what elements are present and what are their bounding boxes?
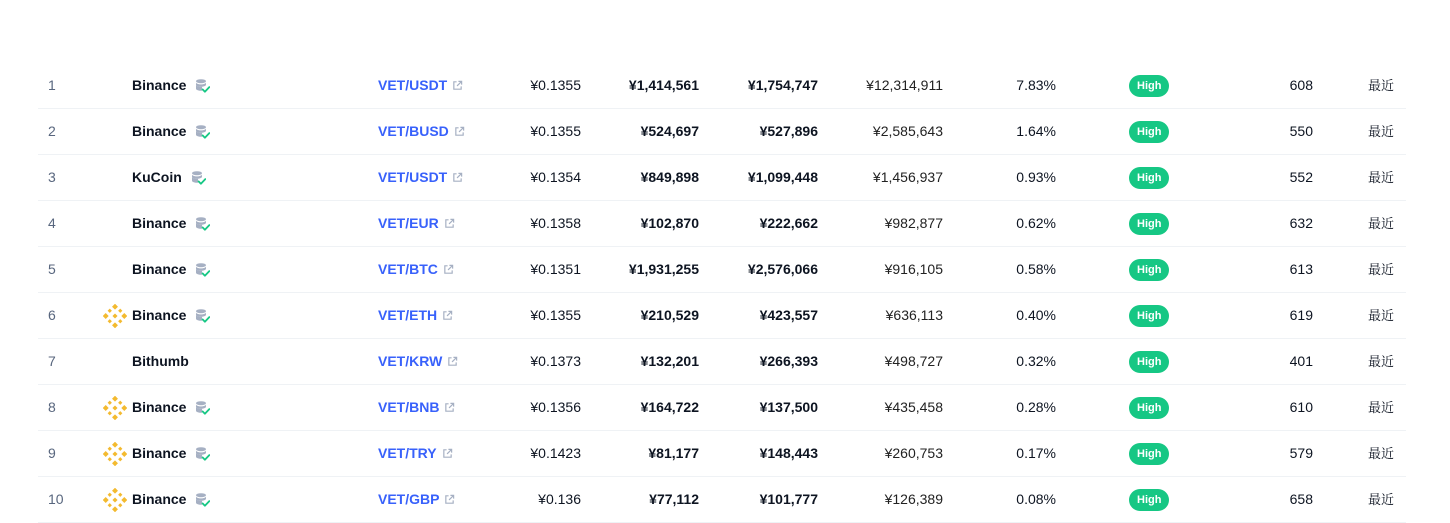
liquidity-score-cell: 610 (1289, 399, 1313, 415)
verified-reserves-icon[interactable] (190, 170, 206, 186)
confidence-cell (1129, 339, 1169, 384)
depth-minus-2-cell: ¥1,754,747 (747, 77, 818, 93)
exchange-name: Binance (132, 77, 187, 93)
pair-link[interactable] (378, 293, 453, 338)
updated-cell: 最近 (1368, 170, 1395, 185)
depth-plus-2-cell: ¥102,870 (640, 215, 699, 231)
liquidity-score-cell: 632 (1289, 215, 1313, 231)
table-row[interactable] (38, 293, 1406, 339)
rank-cell: 10 (48, 491, 64, 507)
pair-label: VET/TRY (378, 445, 437, 461)
confidence-cell (1129, 247, 1169, 292)
rank-cell: 1 (48, 77, 56, 93)
volume-share-cell: 0.32% (1016, 353, 1056, 369)
price-cell: ¥0.1355 (530, 77, 581, 93)
exchange-link[interactable] (132, 155, 206, 200)
table-row[interactable] (38, 155, 1406, 201)
price-cell: ¥0.1351 (530, 261, 581, 277)
exchange-logo-cell (102, 339, 128, 384)
exchange-logo-cell (102, 385, 128, 430)
confidence-cell (1129, 155, 1169, 200)
external-link-icon (442, 448, 453, 459)
price-cell: ¥0.1423 (530, 445, 581, 461)
liquidity-score-cell: 401 (1289, 353, 1313, 369)
updated-cell: 最近 (1368, 262, 1395, 277)
depth-minus-2-cell: ¥527,896 (759, 123, 818, 139)
exchange-logo-cell (102, 201, 128, 246)
rank-cell: 6 (48, 307, 56, 323)
confidence-cell (1129, 293, 1169, 338)
updated-cell: 最近 (1368, 354, 1395, 369)
verified-reserves-icon[interactable] (194, 78, 210, 94)
verified-reserves-icon[interactable] (194, 400, 210, 416)
confidence-badge[interactable]: High (1129, 213, 1169, 235)
exchange-link[interactable] (132, 247, 210, 292)
depth-minus-2-cell: ¥266,393 (759, 353, 818, 369)
confidence-badge[interactable]: High (1129, 259, 1169, 281)
liquidity-score-cell: 658 (1289, 491, 1313, 507)
updated-cell: 最近 (1368, 124, 1395, 139)
table-row[interactable] (38, 247, 1406, 293)
updated-cell: 最近 (1368, 446, 1395, 461)
verified-reserves-icon[interactable] (194, 262, 210, 278)
exchange-logo-cell (102, 431, 128, 476)
exchange-name: Binance (132, 215, 187, 231)
volume-24h-cell: ¥435,458 (884, 399, 943, 415)
pair-label: VET/KRW (378, 353, 443, 369)
confidence-badge[interactable]: High (1129, 75, 1169, 97)
price-cell: ¥0.1354 (530, 169, 581, 185)
exchange-link[interactable] (132, 385, 210, 430)
pair-label: VET/ETH (378, 307, 438, 323)
rank-cell: 3 (48, 169, 56, 185)
depth-minus-2-cell: ¥222,662 (759, 215, 818, 231)
exchange-link[interactable] (132, 431, 210, 476)
exchange-logo-cell (102, 109, 128, 154)
volume-24h-cell: ¥2,585,643 (872, 123, 943, 139)
volume-share-cell: 0.93% (1016, 169, 1056, 185)
exchange-logo-cell (102, 63, 128, 108)
exchange-name: Binance (132, 491, 187, 507)
depth-plus-2-cell: ¥77,112 (649, 491, 699, 507)
pair-label: VET/EUR (378, 215, 439, 231)
depth-plus-2-cell: ¥210,529 (640, 307, 699, 323)
liquidity-score-cell: 550 (1289, 123, 1313, 139)
volume-24h-cell: ¥126,389 (884, 491, 943, 507)
depth-minus-2-cell: ¥2,576,066 (747, 261, 818, 277)
depth-plus-2-cell: ¥132,201 (640, 353, 699, 369)
depth-minus-2-cell: ¥101,777 (759, 491, 818, 507)
liquidity-score-cell: 552 (1289, 169, 1313, 185)
exchange-link[interactable] (132, 109, 210, 154)
updated-cell: 最近 (1368, 400, 1395, 415)
pair-link[interactable] (378, 247, 454, 292)
pair-link[interactable] (378, 63, 463, 108)
exchange-name: KuCoin (132, 169, 182, 185)
external-link-icon (447, 356, 458, 367)
confidence-badge[interactable]: High (1129, 489, 1169, 511)
confidence-cell (1129, 201, 1169, 246)
volume-24h-cell: ¥498,727 (884, 353, 943, 369)
table-row[interactable] (38, 109, 1406, 155)
pair-label: VET/USDT (378, 77, 448, 93)
confidence-cell (1129, 109, 1169, 154)
markets-table (38, 63, 1406, 523)
verified-reserves-icon[interactable] (194, 308, 210, 324)
pair-link[interactable] (378, 339, 458, 384)
external-link-icon (444, 402, 455, 413)
volume-24h-cell: ¥1,456,937 (872, 169, 943, 185)
price-cell: ¥0.136 (538, 491, 581, 507)
table-row[interactable] (38, 477, 1406, 523)
confidence-cell (1129, 385, 1169, 430)
liquidity-score-cell: 613 (1289, 261, 1313, 277)
volume-share-cell: 0.40% (1016, 307, 1056, 323)
pair-label: VET/GBP (378, 491, 440, 507)
depth-plus-2-cell: ¥1,931,255 (628, 261, 699, 277)
confidence-badge[interactable]: High (1129, 443, 1169, 465)
exchange-name: Bithumb (132, 353, 189, 369)
rank-cell: 7 (48, 353, 56, 369)
markets-table-body (38, 63, 1406, 523)
pair-link[interactable] (378, 109, 465, 154)
binance-logo-icon (103, 304, 127, 328)
table-row[interactable] (38, 431, 1406, 477)
exchange-name: Binance (132, 445, 187, 461)
verified-reserves-icon[interactable] (194, 446, 210, 462)
volume-share-cell: 0.17% (1016, 445, 1056, 461)
confidence-badge[interactable]: High (1129, 121, 1169, 143)
pair-label: VET/USDT (378, 169, 448, 185)
depth-plus-2-cell: ¥524,697 (640, 123, 699, 139)
depth-minus-2-cell: ¥148,443 (759, 445, 818, 461)
updated-cell: 最近 (1368, 78, 1395, 93)
liquidity-score-cell: 619 (1289, 307, 1313, 323)
confidence-cell (1129, 63, 1169, 108)
rank-cell: 9 (48, 445, 56, 461)
depth-plus-2-cell: ¥81,177 (648, 445, 699, 461)
depth-plus-2-cell: ¥1,414,561 (628, 77, 699, 93)
volume-share-cell: 0.62% (1016, 215, 1056, 231)
table-row[interactable] (38, 339, 1406, 385)
pair-label: VET/BUSD (378, 123, 449, 139)
exchange-name: Binance (132, 307, 187, 323)
pair-link[interactable] (378, 385, 455, 430)
volume-24h-cell: ¥916,105 (884, 261, 943, 277)
external-link-icon (452, 80, 463, 91)
volume-24h-cell: ¥12,314,911 (866, 77, 943, 93)
confidence-badge[interactable]: High (1129, 167, 1169, 189)
external-link-icon (452, 172, 463, 183)
price-cell: ¥0.1373 (530, 353, 581, 369)
volume-share-cell: 0.28% (1016, 399, 1056, 415)
exchange-logo-cell (102, 247, 128, 292)
confidence-cell (1129, 431, 1169, 476)
liquidity-score-cell: 579 (1289, 445, 1313, 461)
depth-minus-2-cell: ¥423,557 (759, 307, 818, 323)
verified-reserves-icon[interactable] (194, 124, 210, 140)
exchange-name: Binance (132, 123, 187, 139)
volume-share-cell: 0.08% (1016, 491, 1056, 507)
depth-minus-2-cell: ¥1,099,448 (747, 169, 818, 185)
confidence-badge[interactable]: High (1129, 351, 1169, 373)
rank-cell: 2 (48, 123, 56, 139)
pair-label: VET/BNB (378, 399, 440, 415)
depth-plus-2-cell: ¥164,722 (640, 399, 699, 415)
external-link-icon (454, 126, 465, 137)
rank-cell: 4 (48, 215, 56, 231)
rank-cell: 5 (48, 261, 56, 277)
table-row[interactable] (38, 63, 1406, 109)
volume-24h-cell: ¥982,877 (884, 215, 943, 231)
volume-24h-cell: ¥260,753 (884, 445, 943, 461)
exchange-logo-cell (102, 155, 128, 200)
binance-logo-icon (103, 442, 127, 466)
pair-link[interactable] (378, 201, 455, 246)
updated-cell: 最近 (1368, 308, 1395, 323)
volume-share-cell: 0.58% (1016, 261, 1056, 277)
external-link-icon (443, 264, 454, 275)
exchange-name: Binance (132, 399, 187, 415)
pair-label: VET/BTC (378, 261, 438, 277)
rank-cell: 8 (48, 399, 56, 415)
updated-cell: 最近 (1368, 492, 1395, 507)
price-cell: ¥0.1358 (530, 215, 581, 231)
exchange-name: Binance (132, 261, 187, 277)
liquidity-score-cell: 608 (1289, 77, 1313, 93)
table-row[interactable] (38, 201, 1406, 247)
exchange-link[interactable] (132, 293, 210, 338)
verified-reserves-icon[interactable] (194, 216, 210, 232)
depth-minus-2-cell: ¥137,500 (759, 399, 818, 415)
pair-link[interactable] (378, 155, 463, 200)
exchange-link[interactable] (132, 201, 210, 246)
exchange-link[interactable] (132, 63, 210, 108)
external-link-icon (442, 310, 453, 321)
confidence-badge[interactable]: High (1129, 397, 1169, 419)
external-link-icon (444, 218, 455, 229)
exchange-link[interactable] (132, 339, 197, 384)
pair-link[interactable] (378, 431, 453, 476)
price-cell: ¥0.1356 (530, 399, 581, 415)
volume-share-cell: 7.83% (1016, 77, 1056, 93)
price-cell: ¥0.1355 (530, 123, 581, 139)
depth-plus-2-cell: ¥849,898 (640, 169, 699, 185)
volume-24h-cell: ¥636,113 (885, 307, 943, 323)
binance-logo-icon (103, 396, 127, 420)
volume-share-cell: 1.64% (1016, 123, 1056, 139)
updated-cell: 最近 (1368, 216, 1395, 231)
confidence-badge[interactable]: High (1129, 305, 1169, 327)
exchange-logo-cell (102, 293, 128, 338)
price-cell: ¥0.1355 (530, 307, 581, 323)
table-row[interactable] (38, 385, 1406, 431)
